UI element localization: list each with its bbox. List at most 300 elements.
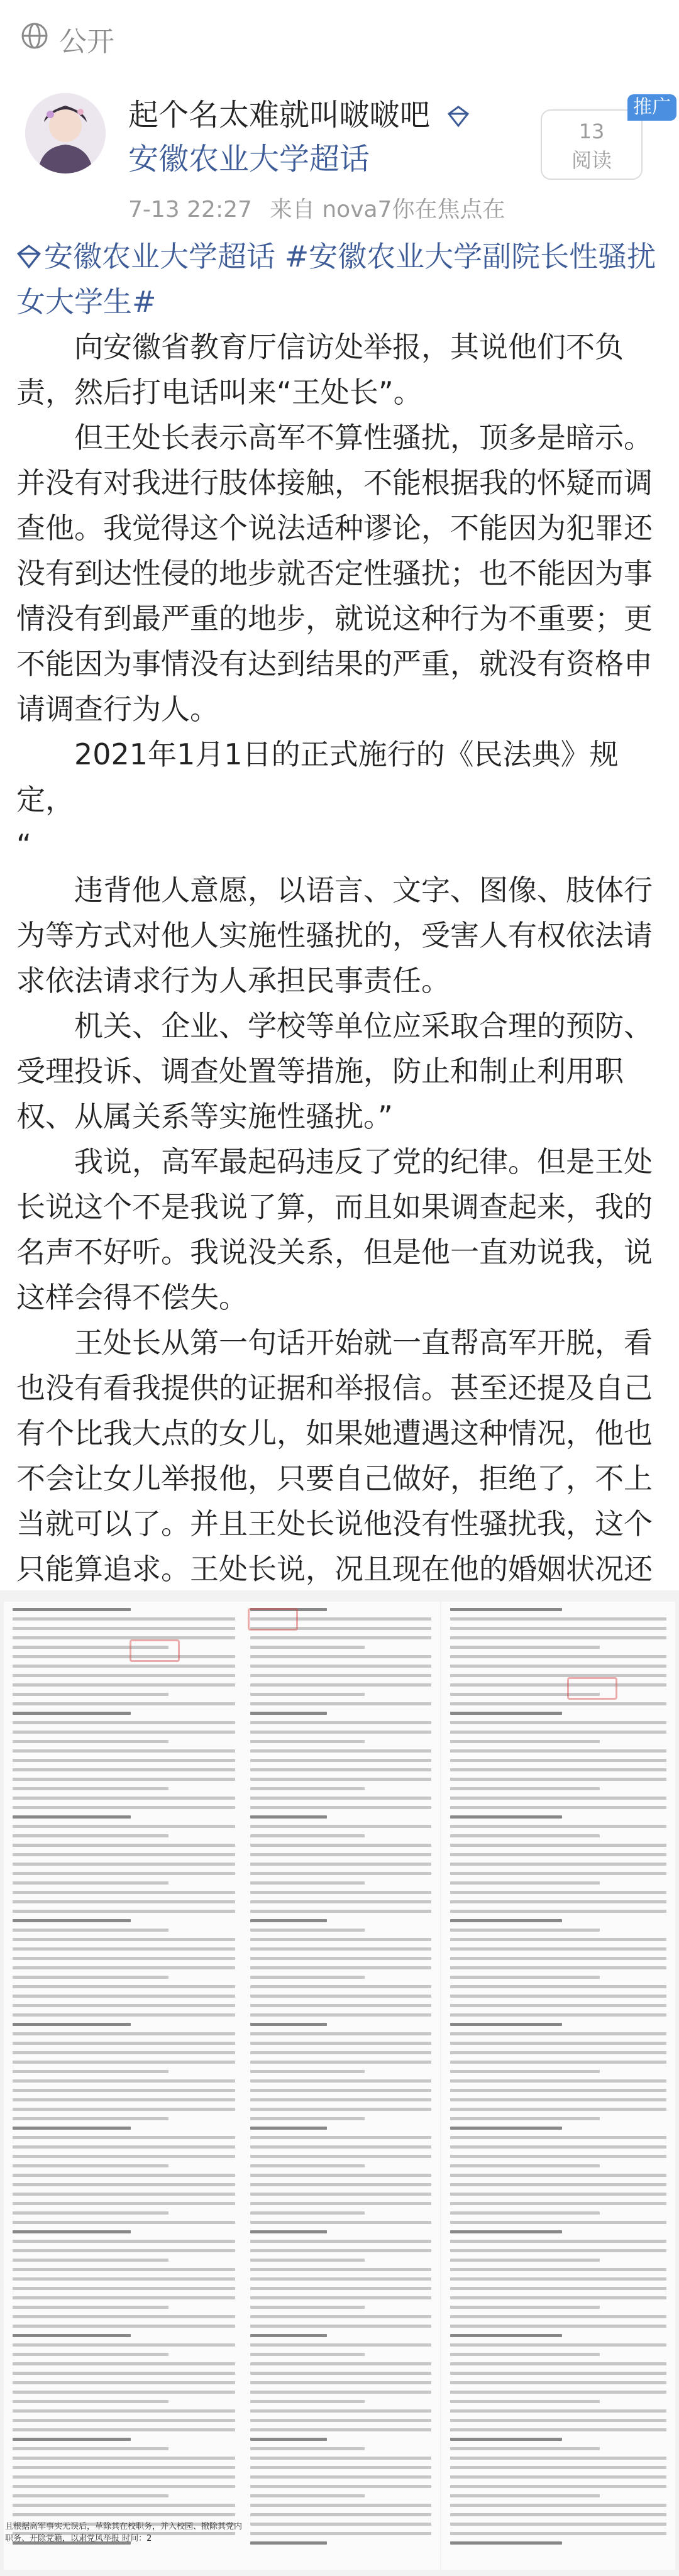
document-text-line — [250, 2004, 431, 2007]
document-text-line — [450, 1655, 666, 1658]
document-page-1 — [4, 1602, 244, 2570]
document-text-line — [13, 2136, 235, 2139]
document-text-line — [450, 2211, 600, 2215]
document-text-line — [450, 1683, 666, 1687]
document-text-line — [250, 2334, 327, 2337]
document-page-3 — [441, 1602, 675, 2570]
document-text-line — [13, 2098, 235, 2101]
document-text-line — [250, 2061, 431, 2064]
document-text-line — [13, 2004, 235, 2007]
document-text-line — [450, 2523, 666, 2526]
document-text-line — [450, 1759, 666, 1762]
paragraph-5: 机关、企业、学校等单位应采取合理的预防、受理投诉、调查处置等措施，防止和制止利用职权、从属关系等实施性骚扰。” — [16, 1009, 653, 1133]
document-text-line — [250, 1853, 431, 1856]
document-text-line — [13, 1844, 235, 1847]
document-text-line — [250, 1900, 431, 1903]
document-text-line — [13, 2259, 168, 2262]
document-text-line — [250, 2277, 431, 2281]
document-text-line — [250, 2117, 365, 2120]
document-text-line — [450, 1966, 666, 1969]
quote-mark: “ — [16, 828, 31, 862]
document-text-line — [250, 1891, 431, 1894]
document-text-line — [13, 2438, 131, 2441]
document-text-line — [450, 2032, 666, 2035]
document-text-line — [450, 1863, 666, 1866]
document-text-line — [450, 1806, 666, 1809]
document-text-line — [450, 1844, 666, 1847]
document-text-line — [13, 2287, 235, 2290]
document-text-line — [250, 1815, 327, 1819]
document-text-line — [450, 1891, 666, 1894]
document-text-line — [13, 1881, 168, 1885]
document-text-line — [13, 2145, 235, 2149]
document-text-line — [250, 2400, 365, 2403]
document-text-line — [13, 2485, 235, 2488]
document-text-line — [450, 2136, 666, 2139]
document-text-line — [450, 2447, 600, 2450]
document-text-line — [250, 1665, 431, 1668]
document-text-line — [13, 1768, 235, 1771]
document-text-line — [13, 1749, 235, 1753]
document-text-line — [13, 1806, 235, 1809]
document-text-line — [13, 2409, 235, 2413]
document-text-line — [250, 2457, 431, 2460]
document-text-line — [250, 1636, 431, 1639]
paragraph-4: 违背他人意愿，以语言、文字、图像、肢体行为等方式对他人实施性骚扰的，受害人有权依法请求依法请求行为人承担民事责任。 — [16, 873, 653, 998]
document-text-line — [450, 2164, 600, 2167]
document-text-line — [13, 1617, 235, 1621]
document-text-line — [450, 2277, 666, 2281]
document-text-line — [13, 1957, 235, 1960]
document-text-line — [450, 2004, 666, 2007]
document-text-line — [13, 2174, 235, 2177]
document-text-line — [450, 2221, 666, 2224]
document-text-line — [250, 2164, 365, 2167]
document-text-line — [450, 2193, 666, 2196]
document-text-line — [13, 2400, 168, 2403]
document-text-line — [250, 2174, 431, 2177]
document-text-line — [450, 2042, 666, 2045]
document-text-line — [250, 1797, 431, 1800]
document-text-line — [250, 2409, 431, 2413]
document-text-line — [13, 1712, 131, 1715]
document-text-line — [450, 2391, 666, 2394]
document-text-line — [250, 2343, 431, 2347]
document-text-line — [450, 2230, 562, 2233]
document-text-line — [450, 2249, 666, 2252]
topic-diamond-icon — [16, 244, 41, 269]
document-text-line — [250, 2183, 431, 2186]
document-text-line — [250, 2268, 431, 2271]
document-text-line — [450, 2419, 666, 2422]
document-text-line — [450, 1815, 562, 1819]
document-text-line — [250, 1881, 365, 1885]
document-text-line — [13, 2221, 235, 2224]
document-text-line — [450, 2202, 666, 2205]
document-text-line — [450, 1938, 666, 1941]
document-text-line — [450, 2061, 666, 2064]
document-text-line — [450, 2183, 666, 2186]
document-text-line — [13, 2296, 235, 2299]
document-text-line — [250, 1834, 365, 1837]
document-text-line — [450, 2070, 600, 2073]
document-text-line — [250, 1646, 365, 1649]
document-text-line — [13, 1636, 235, 1639]
document-text-line — [450, 2457, 666, 2460]
document-text-line — [13, 1863, 235, 1866]
document-text-line — [13, 2023, 131, 2026]
document-text-line — [13, 1947, 235, 1951]
document-text-line — [450, 2438, 562, 2441]
document-text-line — [13, 2070, 168, 2073]
document-text-line — [13, 2494, 168, 2497]
document-text-line — [250, 1778, 431, 1781]
document-text-line — [250, 2108, 431, 2111]
document-text-line — [13, 1995, 235, 1998]
document-text-line — [13, 2391, 235, 2394]
document-text-line — [250, 2098, 431, 2101]
read-label: 阅读 — [571, 148, 612, 172]
document-text-line — [250, 1985, 431, 1988]
document-text-line — [250, 1693, 365, 1696]
document-text-line — [450, 1919, 562, 1922]
document-text-line — [250, 2523, 431, 2526]
document-text-line — [13, 1825, 235, 1828]
document-text-line — [250, 2230, 327, 2233]
document-text-line — [13, 2061, 235, 2064]
document-footer-text: 且根据高军事实无误后，革除其在校职务，并入校园、撤除其党内职务、开除党籍，以肃党风举报 时间：2 — [5, 2522, 243, 2543]
document-text-line — [250, 2466, 431, 2469]
document-text-line — [250, 2089, 431, 2092]
document-text-line — [450, 2325, 666, 2328]
document-text-line — [450, 2023, 562, 2026]
document-text-line — [13, 2013, 235, 2017]
document-text-line — [250, 1938, 431, 1941]
document-text-line — [450, 1740, 600, 1743]
document-text-line — [250, 2504, 431, 2507]
document-text-line — [450, 1768, 666, 1771]
document-text-line — [250, 2381, 431, 2384]
document-text-line — [250, 2249, 431, 2252]
document-text-line — [13, 1872, 235, 1875]
document-text-line — [250, 1995, 431, 1998]
document-text-line — [450, 2117, 600, 2120]
document-text-line — [250, 1768, 431, 1771]
document-text-line — [13, 2202, 235, 2205]
document-text-line — [250, 2485, 431, 2488]
document-text-line — [450, 2240, 666, 2243]
document-text-line — [13, 1976, 168, 1979]
document-text-line — [450, 2381, 666, 2384]
document-text-line — [13, 1693, 168, 1696]
document-text-line — [450, 2466, 666, 2469]
document-text-line — [13, 1674, 235, 1677]
document-text-line — [13, 1683, 235, 1687]
paragraph-6: 我说，高军最起码违反了党的纪律。但是王处长说这个不是我说了算，而且如果调查起来，我的名声不好听。我说没关系，但是他一直劝说我，说这样会得不偿失。 — [16, 1145, 653, 1314]
document-text-line — [250, 2145, 431, 2149]
hashtags: 安徽农业大学超话 #安徽农业大学副院长性骚扰女大学生# — [16, 239, 656, 319]
document-text-line — [450, 1608, 562, 1611]
document-text-line — [250, 2475, 431, 2479]
document-text-line — [13, 2353, 168, 2356]
document-text-line — [13, 2504, 235, 2507]
document-text-line — [450, 1985, 666, 1988]
document-text-line — [450, 2372, 666, 2375]
document-text-line — [13, 2042, 235, 2045]
document-text-line — [250, 2042, 431, 2045]
document-text-line — [450, 1721, 666, 1724]
globe-icon — [20, 21, 49, 50]
document-text-line — [250, 2315, 431, 2318]
document-text-line — [250, 1806, 431, 1809]
document-text-line — [13, 1655, 235, 1658]
document-text-line — [450, 2353, 600, 2356]
document-text-line — [450, 1957, 666, 1960]
document-text-line — [250, 2362, 431, 2365]
document-text-line — [450, 2155, 666, 2158]
document-text-line — [450, 2343, 666, 2347]
document-text-line — [13, 1891, 235, 1894]
document-text-line — [450, 2409, 666, 2413]
document-text-line — [250, 1947, 431, 1951]
document-text-line — [250, 2447, 365, 2450]
document-text-line — [13, 1797, 235, 1800]
document-text-line — [13, 1985, 235, 1988]
paragraph-7-text: 王处长从第一句话开始就一直帮高军开脱，看也没有看我提供的证据和举报信。甚至还提及自己有个比我大点的女儿，如果她遭遇这种情况，他也不会让女儿举报他，只要自己做好，拒绝了，不上当就可以了。并且王处长说他没有性骚扰我，这个只能算追求。王处长说，况且现在他的婚姻状况还 — [16, 1326, 653, 1586]
document-text-line — [13, 2362, 235, 2365]
document-text-line — [450, 1778, 666, 1781]
document-text-line — [250, 1683, 431, 1687]
document-text-line — [13, 2051, 235, 2054]
document-text-line — [250, 2353, 365, 2356]
document-text-line — [13, 1731, 235, 1734]
document-text-line — [13, 2211, 168, 2215]
document-text-line — [450, 1947, 666, 1951]
document-text-line — [13, 2127, 131, 2130]
document-text-line — [450, 1702, 666, 1705]
document-text-line — [450, 1825, 666, 1828]
document-text-line — [450, 1617, 666, 1621]
document-text-line — [450, 2259, 600, 2262]
paragraph-3: 2021年1月1日的正式施行的《民法典》规定， — [16, 737, 619, 817]
document-text-line — [450, 2089, 666, 2092]
document-text-line — [250, 2070, 365, 2073]
document-text-line — [13, 2032, 235, 2035]
document-text-line — [450, 2475, 666, 2479]
document-text-line — [250, 2306, 365, 2309]
document-text-line — [250, 1825, 431, 1828]
top-bar — [0, 0, 679, 74]
attached-document-image[interactable] — [0, 1590, 679, 2576]
document-text-line — [450, 1910, 666, 1913]
document-text-line — [250, 2240, 431, 2243]
document-text-line — [250, 2532, 431, 2535]
document-text-line — [13, 2268, 235, 2271]
document-text-line — [250, 2127, 327, 2130]
document-text-line — [250, 2296, 431, 2299]
document-text-line — [450, 2513, 666, 2516]
document-text-line — [250, 1919, 327, 1922]
document-text-line — [250, 1721, 431, 1724]
document-text-line — [250, 2438, 327, 2441]
document-text-line — [13, 2277, 235, 2281]
document-text-line — [450, 2315, 666, 2318]
document-text-line — [250, 2428, 431, 2431]
document-text-line — [13, 1900, 235, 1903]
document-text-line — [450, 2051, 666, 2054]
document-text-line — [250, 2202, 431, 2205]
document-text-line — [13, 2315, 235, 2318]
document-text-line — [13, 1966, 235, 1969]
document-text-line — [450, 2428, 666, 2431]
document-text-line — [450, 1929, 600, 1932]
document-text-line — [13, 2381, 235, 2384]
document-text-line — [450, 2098, 666, 2101]
document-text-line — [250, 1787, 365, 1790]
document-text-line — [13, 2419, 235, 2422]
document-text-line — [250, 2419, 431, 2422]
promote-button[interactable]: 推广 — [627, 94, 676, 121]
document-text-line — [13, 2513, 235, 2516]
document-text-line — [250, 1910, 431, 1913]
document-text-line — [450, 1797, 666, 1800]
document-text-line — [250, 2013, 431, 2017]
document-text-line — [13, 2334, 131, 2337]
document-text-line — [250, 1929, 365, 1932]
document-text-line — [450, 2296, 666, 2299]
post-time: 7-13 22:27 — [128, 197, 252, 223]
document-text-line — [250, 2372, 431, 2375]
post-meta — [128, 192, 505, 224]
document-text-line — [250, 2325, 431, 2328]
document-text-line — [450, 2400, 600, 2403]
document-text-line — [450, 1749, 666, 1753]
document-text-line — [250, 2211, 365, 2215]
red-stamp-mark — [567, 1677, 617, 1700]
document-text-line — [13, 2164, 168, 2167]
document-text-line — [13, 2325, 235, 2328]
document-text-line — [13, 2117, 168, 2120]
document-text-line — [13, 2089, 235, 2092]
topic-label: 安徽农业大学超话 — [128, 141, 370, 177]
document-text-line — [13, 1853, 235, 1856]
paragraph-1: 向安徽省教育厅信访处举报，其说他们不负责，然后打电话叫来“王处长”。 — [16, 330, 624, 409]
document-text-line — [13, 1834, 168, 1837]
document-text-line — [450, 2362, 666, 2365]
document-text-line — [450, 1646, 600, 1649]
document-text-line — [450, 2504, 666, 2507]
document-text-line — [450, 2485, 666, 2488]
document-text-line — [250, 1872, 431, 1875]
document-text-line — [13, 1608, 131, 1611]
document-text-line — [13, 1787, 168, 1790]
document-text-line — [250, 2079, 431, 2083]
document-text-line — [250, 1749, 431, 1753]
document-text-line — [450, 2127, 562, 2130]
document-text-line — [450, 2108, 666, 2111]
document-text-line — [13, 2079, 235, 2083]
document-text-line — [450, 1627, 666, 1630]
document-text-line — [13, 2240, 235, 2243]
document-text-line — [13, 2108, 235, 2111]
document-text-line — [250, 1759, 431, 1762]
document-text-line — [450, 1853, 666, 1856]
document-text-line — [13, 1919, 131, 1922]
document-text-line — [450, 1665, 666, 1668]
document-text-line — [250, 2193, 431, 2196]
document-text-line — [13, 2475, 235, 2479]
document-text-line — [450, 1636, 666, 1639]
document-text-line — [450, 1712, 562, 1715]
document-text-line — [13, 2372, 235, 2375]
document-text-line — [13, 2466, 235, 2469]
document-text-line — [250, 2541, 327, 2545]
document-text-line — [450, 2541, 562, 2545]
document-text-line — [250, 2051, 431, 2054]
document-text-line — [13, 2193, 235, 2196]
document-text-line — [250, 1731, 431, 1734]
document-text-line — [450, 1674, 666, 1677]
red-stamp-mark — [248, 1608, 298, 1631]
document-text-line — [250, 2391, 431, 2394]
document-text-line — [13, 1721, 235, 1724]
document-page-2 — [241, 1602, 440, 2570]
document-text-line — [450, 1995, 666, 1998]
document-text-line — [250, 1966, 431, 1969]
document-text-line — [450, 2494, 600, 2497]
document-text-line — [250, 2259, 365, 2262]
document-text-line — [250, 2136, 431, 2139]
document-text-line — [450, 1731, 666, 1734]
document-text-line — [13, 1929, 168, 1932]
paragraph-2: 但王处长表示高军不算性骚扰，顶多是暗示。并没有对我进行肢体接触，不能根据我的怀疑而调查他。我觉得这个说法适种谬论，不能因为犯罪还没有到达性侵的地步就否定性骚扰；也不能因为事情没有到最严重的地步，就说这种行为不重要；更不能因为事情没有达到结果的严重，就没有资格申请调查行为人。 — [16, 421, 653, 726]
document-text-line — [450, 2079, 666, 2083]
document-text-line — [250, 1863, 431, 1866]
document-text-line — [13, 2249, 235, 2252]
document-text-line — [450, 2013, 666, 2017]
document-text-line — [250, 2155, 431, 2158]
document-text-line — [13, 2428, 235, 2431]
document-text-line — [250, 2221, 431, 2224]
document-text-line — [250, 1957, 431, 1960]
document-text-line — [250, 1844, 431, 1847]
author-name[interactable]: 起个名太难就叫啵啵吧 — [128, 97, 431, 133]
document-text-line — [250, 1712, 327, 1715]
visibility-label[interactable]: 公开 — [59, 26, 114, 58]
avatar[interactable] — [25, 93, 106, 173]
document-text-line — [450, 2532, 666, 2535]
document-text-line — [13, 1665, 235, 1668]
document-text-line — [250, 1655, 431, 1658]
document-text-line — [13, 1938, 235, 1941]
document-text-line — [13, 1627, 235, 1630]
document-text-line — [13, 2183, 235, 2186]
document-text-line — [450, 2174, 666, 2177]
document-text-line — [250, 2032, 431, 2035]
document-text-line — [450, 2145, 666, 2149]
document-text-line — [450, 1881, 600, 1885]
document-text-line — [250, 2513, 431, 2516]
document-text-line — [450, 2334, 562, 2337]
read-count: 13 — [578, 119, 605, 143]
document-text-line — [450, 1976, 600, 1979]
document-text-line — [13, 1740, 168, 1743]
document-text-line — [13, 2230, 131, 2233]
document-text-line — [250, 1740, 365, 1743]
hashtag-line[interactable] — [16, 234, 663, 324]
document-text-line — [13, 2457, 235, 2460]
document-text-line — [13, 2155, 235, 2158]
